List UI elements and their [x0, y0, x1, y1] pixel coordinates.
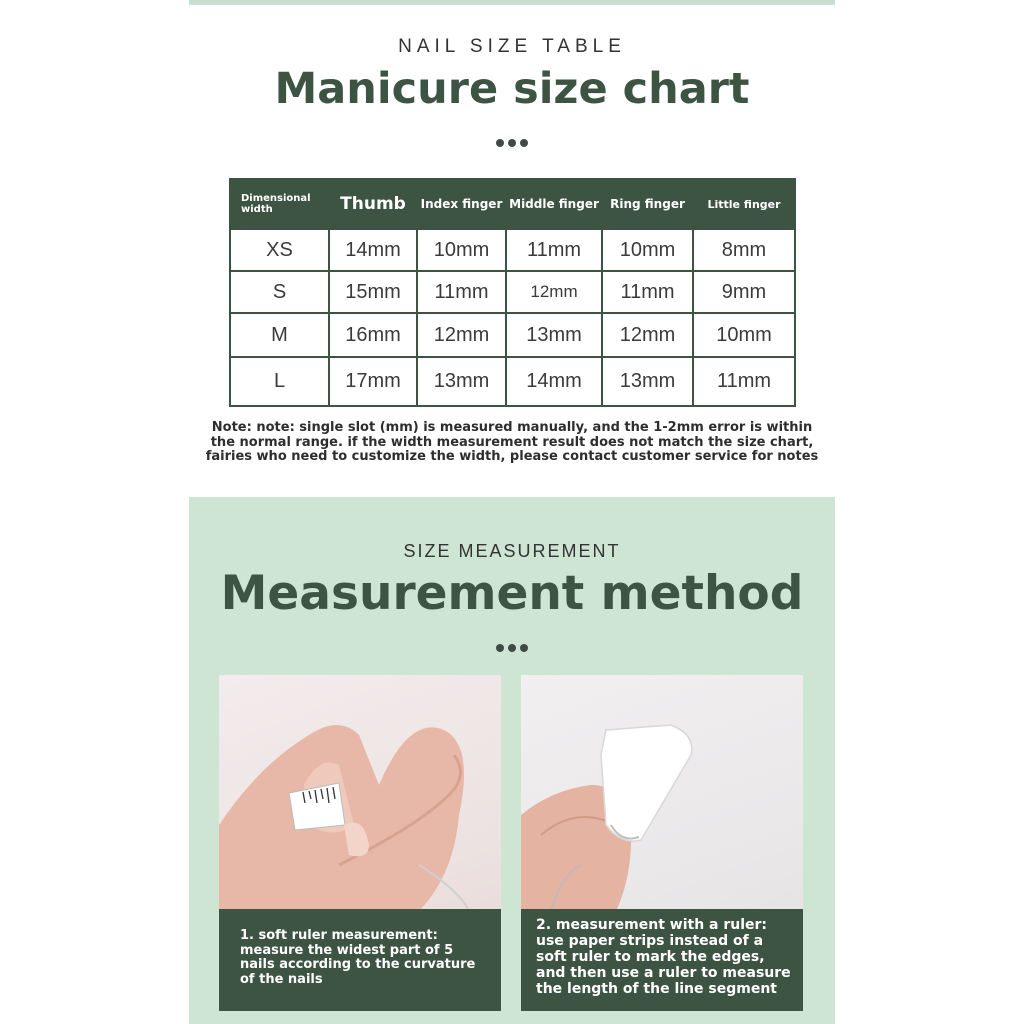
measurement-title: Measurement method	[220, 566, 804, 621]
table-header-row	[230, 179, 795, 229]
header-thumb: Thumb	[329, 179, 417, 229]
size-label: S	[230, 271, 329, 312]
header-dimensional-width: Dimensional width	[230, 179, 329, 229]
table-row	[230, 229, 795, 271]
header-middle-finger: Middle finger	[506, 179, 602, 229]
table-cell: 13mm	[506, 313, 602, 358]
size-label: L	[230, 357, 329, 406]
thumb-with-tape-illustration	[219, 675, 501, 911]
table-row	[230, 357, 795, 406]
table-cell: 10mm	[693, 313, 795, 358]
nail-with-paper-strip-illustration	[521, 675, 803, 911]
paper-strip-photo	[521, 675, 803, 1011]
table-cell: 17mm	[329, 357, 417, 406]
size-table-title: Manicure size chart	[274, 64, 750, 114]
table-cell: 12mm	[506, 271, 602, 312]
table-cell: 11mm	[506, 229, 602, 271]
top-accent-bar	[189, 0, 835, 5]
table-cell: 15mm	[329, 271, 417, 312]
table-cell: 11mm	[693, 357, 795, 406]
table-cell: 13mm	[602, 357, 693, 406]
size-label: XS	[230, 229, 329, 271]
table-cell: 16mm	[329, 313, 417, 358]
table-cell: 13mm	[417, 357, 506, 406]
table-cell: 10mm	[417, 229, 506, 271]
size-table-eyebrow: NAIL SIZE TABLE	[398, 36, 626, 57]
table-cell: 11mm	[417, 271, 506, 312]
divider-dots	[0, 644, 1024, 652]
table-cell: 14mm	[506, 357, 602, 406]
table-row	[230, 313, 795, 358]
size-note: Note: note: single slot (mm) is measured manually, and the 1-2mm error is within the normal range. if the width measurement result does not match the size chart, fairies who need to customize the width, please contact customer service for notes	[205, 420, 819, 464]
measurement-eyebrow: SIZE MEASUREMENT	[403, 541, 621, 561]
table-cell: 10mm	[602, 229, 693, 271]
table-row	[230, 271, 795, 312]
table-cell: 12mm	[602, 313, 693, 358]
step-2-caption: 2. measurement with a ruler: use paper strips instead of a soft ruler to mark the edges, and then use a ruler to measure the length of the line segment	[521, 909, 803, 1011]
header-ring-finger: Ring finger	[602, 179, 693, 229]
header-little-finger: Little finger	[693, 179, 795, 229]
size-label: M	[230, 313, 329, 358]
table-cell: 14mm	[329, 229, 417, 271]
step-1-caption: 1. soft ruler measurement: measure the widest part of 5 nails according to the curvature of the nails	[219, 909, 501, 1011]
soft-ruler-photo	[219, 675, 501, 1011]
table-cell: 8mm	[693, 229, 795, 271]
table-cell: 11mm	[602, 271, 693, 312]
table-cell: 12mm	[417, 313, 506, 358]
divider-dots	[0, 139, 1024, 147]
header-index-finger: Index finger	[417, 179, 506, 229]
size-table	[229, 178, 796, 407]
table-cell: 9mm	[693, 271, 795, 312]
